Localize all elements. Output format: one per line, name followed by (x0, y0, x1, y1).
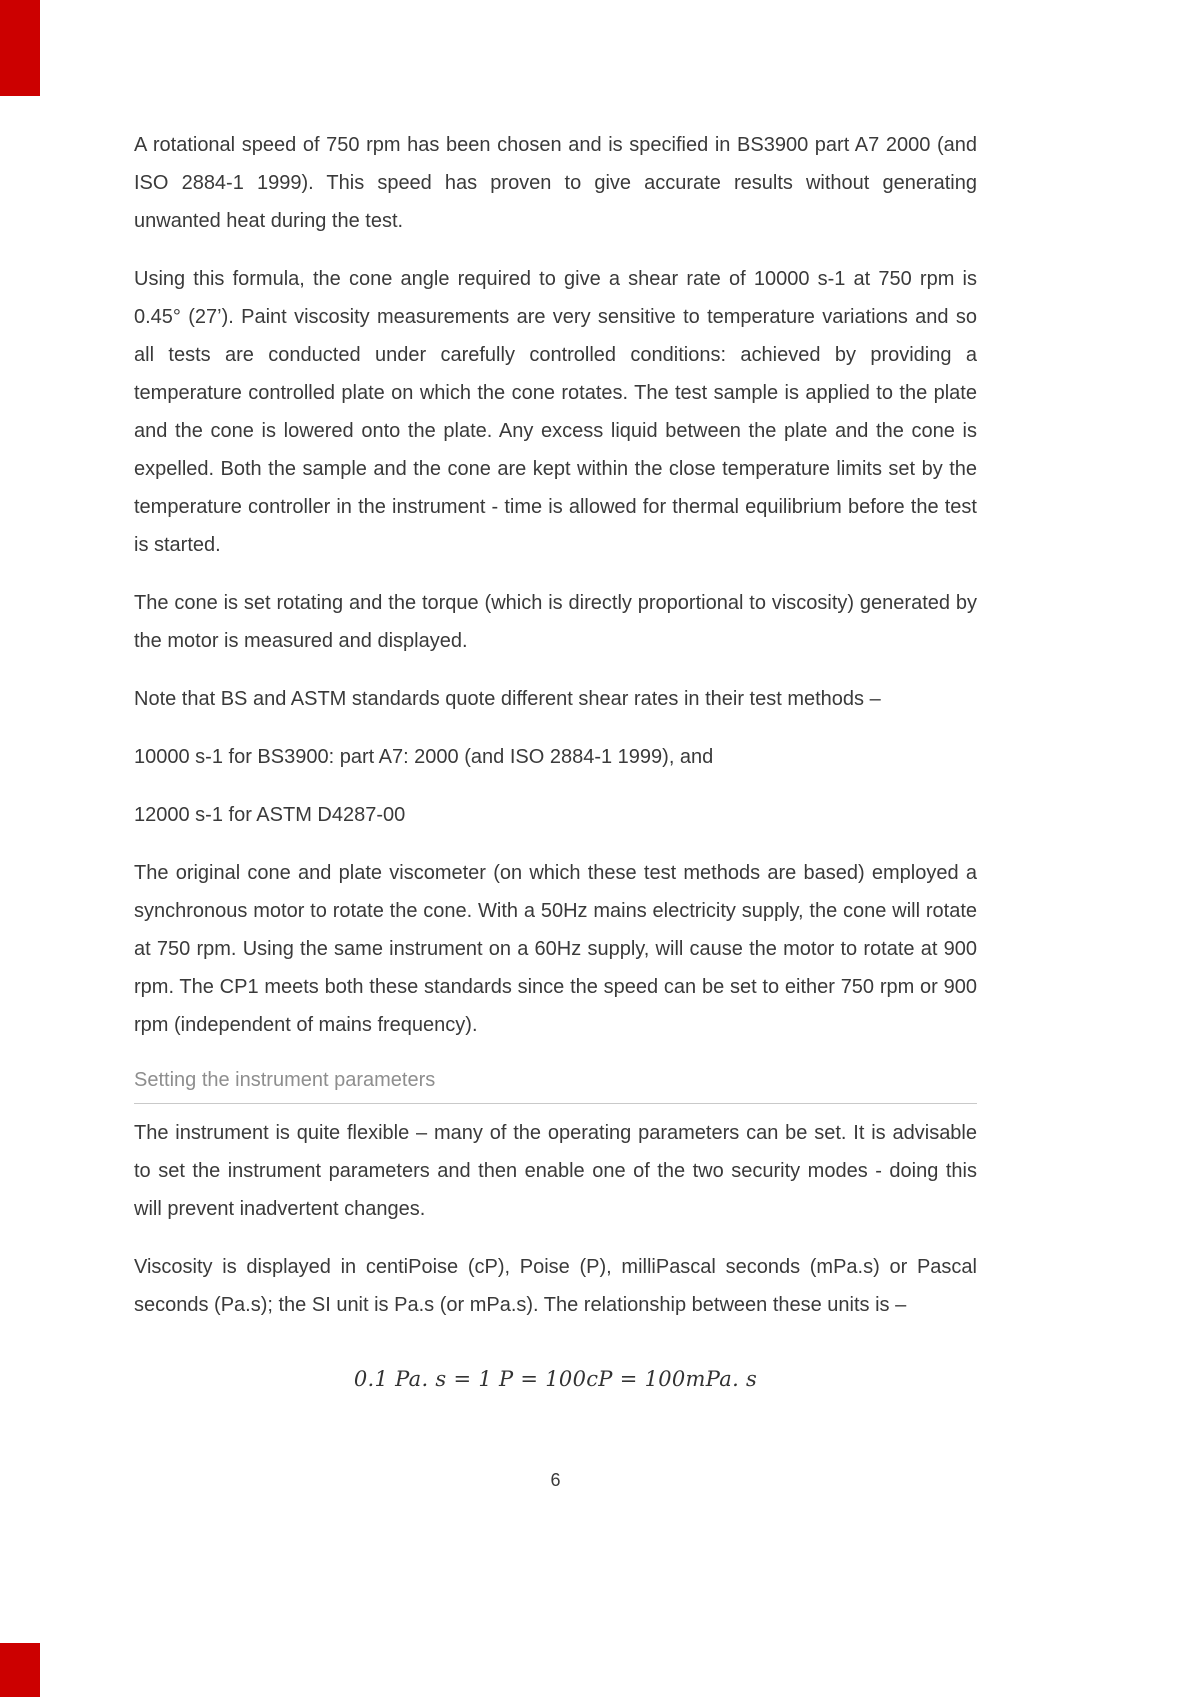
paragraph: 10000 s-1 for BS3900: part A7: 2000 (and ISO 2884-1 1999), and (134, 746, 714, 768)
red-edge-mark-bottom (0, 1643, 40, 1697)
paragraph: 12000 s-1 for ASTM D4287-00 (134, 804, 406, 826)
paragraph: Using this formula, the cone angle required to give a shear rate of 10000 s-1 at 750 rpm is 0.45° (27’). Paint viscosity measurements are very sensitive to temperature variations and so all tests are conducted under carefully controlled conditions: achieved by providing a temperature controlled plate on which the cone rotates. The test sample is applied to the plate and the cone is lowered onto the plate. Any excess liquid between the plate and the cone is expelled. Both the sample and the cone are kept within the close temperature limits set by the temperature controller in the instrument - time is allowed for thermal equilibrium before the test is started. (134, 268, 977, 556)
paragraph: A rotational speed of 750 rpm has been chosen and is specified in BS3900 part A7 2000 (and ISO 2884-1 1999). This speed has proven to give accurate results without generating unwanted heat during the test. (134, 134, 977, 232)
page-content (134, 0, 977, 1492)
paragraph: Note that BS and ASTM standards quote different shear rates in their test methods – (134, 688, 881, 710)
red-edge-mark-top (0, 0, 40, 96)
equation: 0.1 Pa. s = 1 P = 100cP = 100mPa. s (353, 1367, 758, 1391)
paragraph: The original cone and plate viscometer (on which these test methods are based) employed a synchronous motor to rotate the cone. With a 50Hz mains electricity supply, the cone will rotate at 750 rpm. Using the same instrument on a 60Hz supply, will cause the motor to rotate at 900 rpm. The CP1 meets both these standards since the speed can be set to either 750 rpm or 900 rpm (independent of mains frequency). (134, 862, 977, 1036)
page-number: 6 (550, 1470, 561, 1490)
paragraph: The cone is set rotating and the torque (which is directly proportional to viscosity) generated by the motor is measured and displayed. (134, 592, 977, 652)
paragraph: The instrument is quite flexible – many of the operating parameters can be set. It is advisable to set the instrument parameters and then enable one of the two security modes - doing this will prevent inadvertent changes. (134, 1122, 977, 1220)
paragraph: Viscosity is displayed in centiPoise (cP), Poise (P), milliPascal seconds (mPa.s) or Pascal seconds (Pa.s); the SI unit is Pa.s (or mPa.s). The relationship between these units is – (134, 1256, 977, 1316)
section-heading: Setting the instrument parameters (134, 1066, 977, 1104)
